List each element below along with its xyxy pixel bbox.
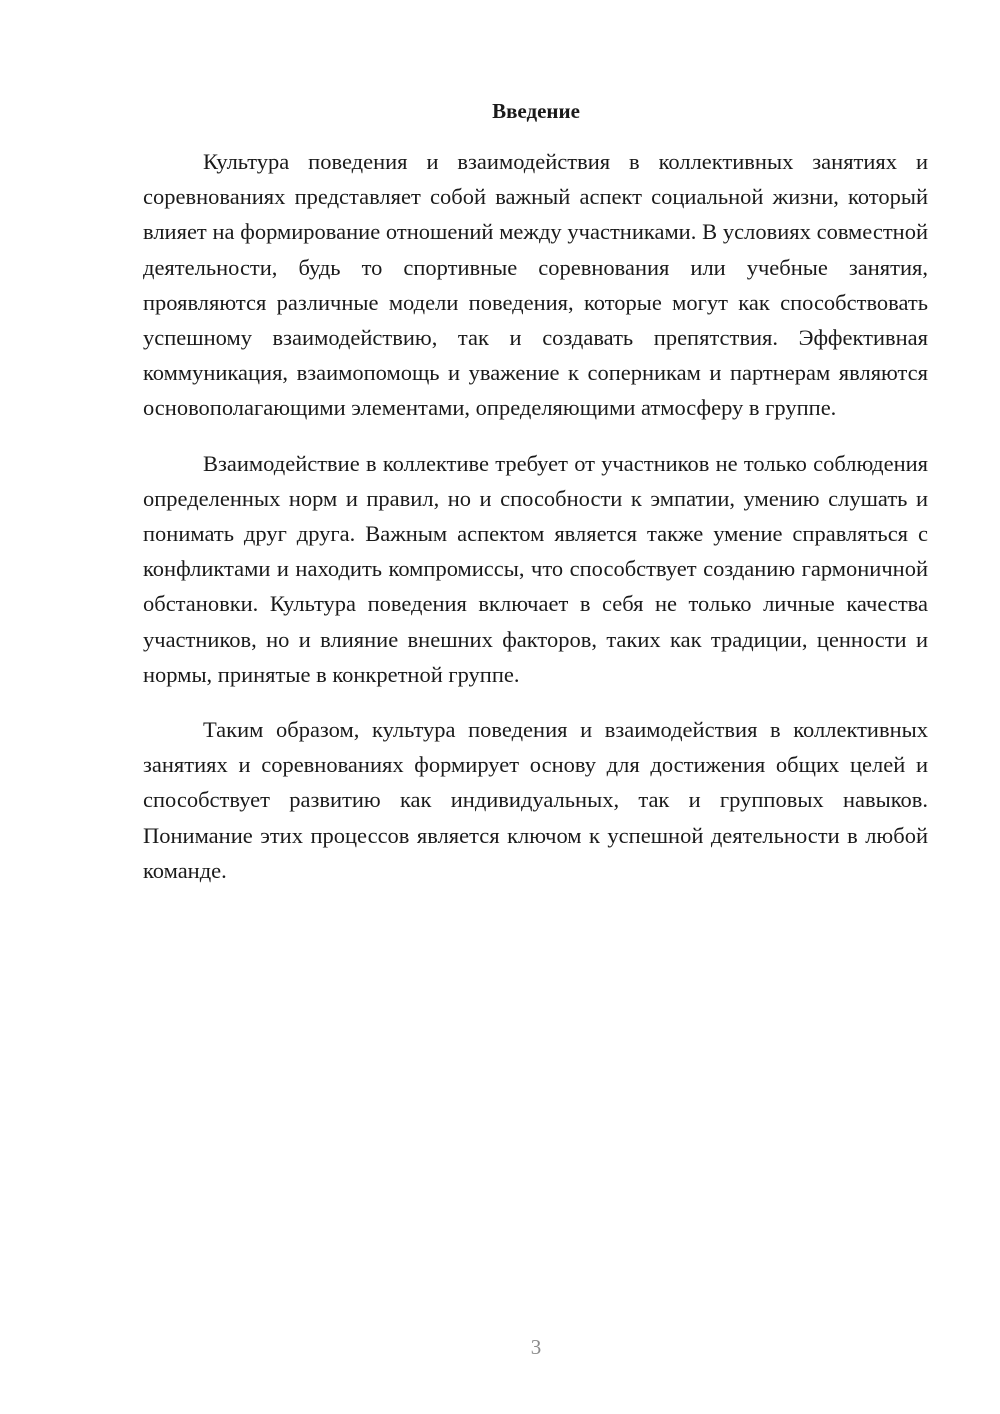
page-number: 3 <box>530 1335 542 1359</box>
body-text <box>143 144 928 908</box>
paragraph-3: Таким образом, культура поведения и взаимодействия в коллективных занятиях и соревнованиях формирует основу для достижения общих целей и способствует развитию как индивидуальных, так и групповых навыков. Понимание этих процессов является ключом к успешной деятельности в любой команде. <box>143 717 928 883</box>
page-title: Введение <box>492 99 580 123</box>
paragraph-2: Взаимодействие в коллективе требует от участников не только соблюдения определенных норм и правил, но и способности к эмпатии, умению слушать и понимать друг друга. Важным аспектом является также умение справляться с конфликтами и находить компромиссы, что способствует созданию гармоничной обстановки. Культура поведения включает в себя не только личные качества участников, но и влияние внешних факторов, таких как традиции, ценности и нормы, принятые в конкретной группе. <box>143 450 928 687</box>
paragraph-1: Культура поведения и взаимодействия в коллективных занятиях и соревнованиях представляет собой важный аспект социальной жизни, который влияет на формирование отношений между участниками. В условиях совместной деятельности, будь то спортивные соревнования или учебные занятия, проявляются различные модели поведения, которые могут как способствовать успешному взаимодействию, так и создавать препятствия. Эффективная коммуникация, взаимопомощь и уважение к соперникам и партнерам являются основополагающими элементами, определяющими атмосферу в группе. <box>143 149 928 421</box>
